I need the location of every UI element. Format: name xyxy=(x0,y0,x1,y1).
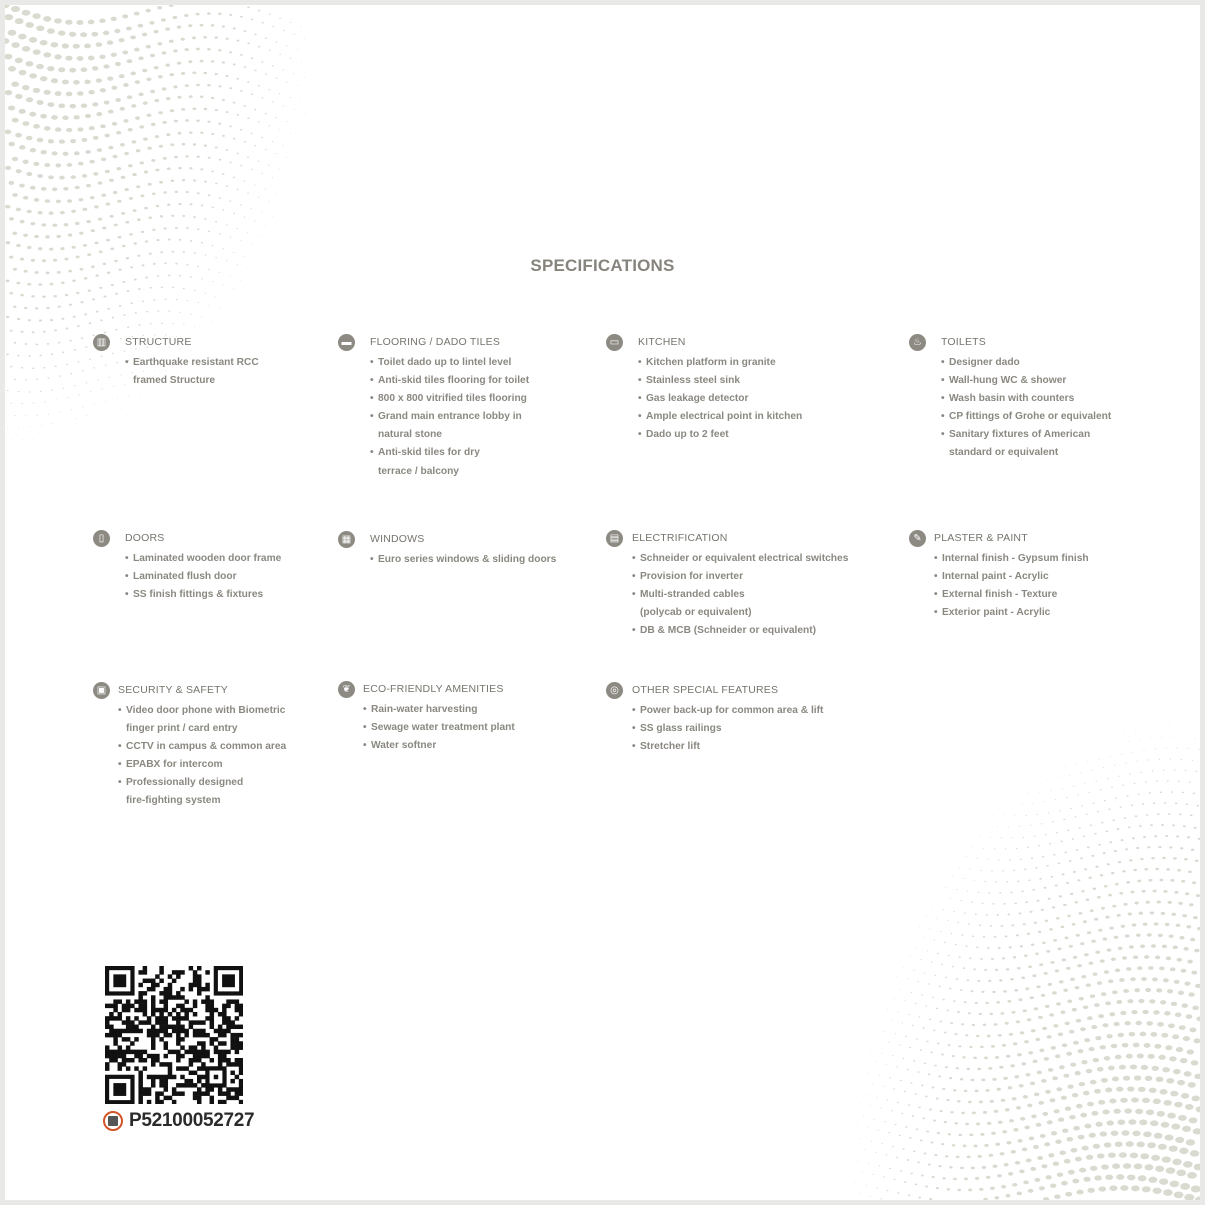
spec-item-text: Gas leakage detector xyxy=(646,393,749,405)
spec-item-text: SS finish fittings & fixtures xyxy=(133,589,264,601)
brochure-page xyxy=(5,5,1200,1200)
spec-item-list xyxy=(118,702,286,811)
page-title: SPECIFICATIONS xyxy=(530,256,675,275)
bullet-icon: • xyxy=(934,571,938,583)
spec-item xyxy=(118,774,286,810)
spec-item xyxy=(934,568,1089,586)
bullet-icon: • xyxy=(632,571,636,583)
spec-item xyxy=(632,550,848,568)
spec-section-label: DOORS xyxy=(125,532,165,544)
spec-item-text: Anti-skid tiles flooring for toilet xyxy=(378,375,530,387)
spec-item xyxy=(632,586,848,622)
spec-item-text: Stainless steel sink xyxy=(646,375,741,387)
bullet-icon: • xyxy=(934,553,938,564)
spec-item xyxy=(370,551,556,569)
bullet-icon: • xyxy=(118,741,122,753)
spec-section-security xyxy=(93,684,286,811)
spec-item-text: Toilet dado up to lintel level xyxy=(378,357,512,368)
spec-item xyxy=(941,372,1111,390)
spec-item-text: Sanitary fixtures of American xyxy=(949,429,1091,441)
spec-item xyxy=(934,550,1089,568)
spec-item xyxy=(941,390,1111,408)
spec-item xyxy=(118,756,286,774)
spec-item xyxy=(370,408,529,444)
qr-code[interactable] xyxy=(105,966,243,1104)
toilet-icon: ♨ xyxy=(909,334,926,351)
spec-item-text: Multi-stranded cables xyxy=(640,589,745,601)
spec-item-text: DB & MCB (Schneider or equivalent) xyxy=(640,625,817,637)
bullet-icon: • xyxy=(638,357,642,368)
bullet-icon: • xyxy=(118,777,122,789)
spec-item-text: Euro series windows & sliding doors xyxy=(378,554,557,565)
spec-section-label: ELECTRIFICATION xyxy=(632,532,728,544)
spec-item xyxy=(941,426,1111,462)
bullet-icon: • xyxy=(125,553,129,564)
door-icon: ▯ xyxy=(93,530,110,547)
spec-item-text: Laminated flush door xyxy=(133,571,237,583)
spec-item-text: Professionally designed xyxy=(126,777,244,789)
spec-section-eco xyxy=(338,683,515,755)
spec-item-text: Internal paint - Acrylic xyxy=(942,571,1049,583)
electric-icon: ▤ xyxy=(606,530,623,547)
spec-item-text: Stretcher lift xyxy=(640,741,701,753)
spec-item xyxy=(632,702,823,720)
spec-item-text: finger print / card entry xyxy=(126,723,238,735)
spec-item-text: standard or equivalent xyxy=(949,447,1059,459)
spec-item-text: SS glass railings xyxy=(640,723,722,735)
spec-section-header xyxy=(338,533,556,551)
spec-item-list xyxy=(370,354,529,481)
bullet-icon: • xyxy=(632,705,636,716)
bullet-icon: • xyxy=(125,357,129,368)
bullet-icon: • xyxy=(370,375,374,387)
spec-item-text: framed Structure xyxy=(133,375,216,387)
spec-item-text: Designer dado xyxy=(949,357,1020,368)
spec-item xyxy=(638,408,802,426)
spec-section-flooring xyxy=(338,336,529,481)
bullet-icon: • xyxy=(632,741,636,753)
structure-icon: ▥ xyxy=(93,334,110,351)
spec-section-header xyxy=(338,683,515,701)
window-icon: ▦ xyxy=(338,531,355,548)
bullet-icon: • xyxy=(934,589,938,601)
spec-item xyxy=(934,586,1089,604)
spec-section-label: FLOORING / DADO TILES xyxy=(370,336,501,348)
spec-item xyxy=(370,444,529,480)
spec-section-header xyxy=(606,532,848,550)
spec-section-header xyxy=(909,336,1111,354)
bullet-icon: • xyxy=(370,393,374,405)
spec-item-list xyxy=(632,702,823,756)
spec-item-text: Dado up to 2 feet xyxy=(646,429,729,441)
spec-item-text: Grand main entrance lobby in xyxy=(378,411,522,423)
bullet-icon: • xyxy=(941,357,945,368)
spec-item-list xyxy=(125,550,281,604)
spec-section-windows xyxy=(338,533,556,569)
bullet-icon: • xyxy=(370,357,374,368)
bullet-icon: • xyxy=(370,554,374,565)
bullet-icon: • xyxy=(934,607,938,619)
spec-item-text: Provision for inverter xyxy=(640,571,744,583)
spec-item xyxy=(638,354,802,372)
spec-item xyxy=(632,720,823,738)
spec-section-header xyxy=(93,336,259,354)
spec-section-kitchen xyxy=(606,336,802,444)
spec-item-text: Water softner xyxy=(371,740,437,752)
spec-section-header xyxy=(606,684,823,702)
bullet-icon: • xyxy=(941,393,945,405)
spec-item-text: Laminated wooden door frame xyxy=(133,553,282,564)
bullet-icon: • xyxy=(638,429,642,441)
spec-item xyxy=(638,390,802,408)
spec-item xyxy=(363,737,515,755)
security-icon: ▣ xyxy=(93,682,110,699)
spec-section-header xyxy=(93,684,286,702)
spec-item xyxy=(125,550,281,568)
spec-item-text: Exterior paint - Acrylic xyxy=(942,607,1051,619)
spec-item-text: (polycab or equivalent) xyxy=(640,607,752,619)
spec-item-text: Rain-water harvesting xyxy=(371,704,478,715)
spec-section-label: KITCHEN xyxy=(638,336,686,348)
spec-section-toilets xyxy=(909,336,1111,463)
spec-section-electrification xyxy=(606,532,848,640)
spec-item-text: Schneider or equivalent electrical switches xyxy=(640,553,849,564)
spec-item-text: Ample electrical point in kitchen xyxy=(646,411,803,423)
spec-item-list xyxy=(638,354,802,444)
spec-item xyxy=(638,426,802,444)
spec-item-text: Power back-up for common area & lift xyxy=(640,705,824,716)
rera-registration-number: P52100052727 xyxy=(129,1110,255,1131)
spec-section-structure xyxy=(93,336,259,390)
spec-item-list xyxy=(934,550,1089,622)
bullet-icon: • xyxy=(370,411,374,423)
spec-item xyxy=(125,586,281,604)
kitchen-icon: ▭ xyxy=(606,334,623,351)
spec-section-special xyxy=(606,684,823,756)
spec-item-text: Sewage water treatment plant xyxy=(371,722,515,734)
bullet-icon: • xyxy=(363,740,367,752)
bullet-icon: • xyxy=(638,375,642,387)
spec-item xyxy=(632,622,848,640)
spec-section-label: PLASTER & PAINT xyxy=(934,532,1028,544)
bullet-icon: • xyxy=(118,705,122,716)
bullet-icon: • xyxy=(363,722,367,734)
spec-item-text: CCTV in campus & common area xyxy=(126,741,287,753)
spec-item xyxy=(370,354,529,372)
bullet-icon: • xyxy=(941,429,945,441)
bullet-icon: • xyxy=(363,704,367,715)
spec-section-doors xyxy=(93,532,281,604)
spec-item xyxy=(125,568,281,586)
bullet-icon: • xyxy=(632,589,636,601)
spec-item xyxy=(363,701,515,719)
spec-item xyxy=(370,390,529,408)
bullet-icon: • xyxy=(370,447,374,459)
spec-item xyxy=(632,568,848,586)
bullet-icon: • xyxy=(638,393,642,405)
spec-item xyxy=(118,702,286,738)
bullet-icon: • xyxy=(632,723,636,735)
spec-item xyxy=(118,738,286,756)
spec-item xyxy=(638,372,802,390)
spec-section-header xyxy=(606,336,802,354)
spec-section-label: WINDOWS xyxy=(370,533,425,545)
spec-item-list xyxy=(941,354,1111,463)
bullet-icon: • xyxy=(632,553,636,564)
spec-item-text: Anti-skid tiles for dry xyxy=(378,447,480,459)
spec-item xyxy=(363,719,515,737)
bullet-icon: • xyxy=(125,571,129,583)
spec-item-text: fire-fighting system xyxy=(126,795,221,807)
spec-item-text: Internal finish - Gypsum finish xyxy=(942,553,1089,564)
spec-item-text: 800 x 800 vitrified tiles flooring xyxy=(378,393,527,405)
spec-item xyxy=(934,604,1089,622)
spec-section-label: SECURITY & SAFETY xyxy=(118,684,228,696)
spec-item-text: natural stone xyxy=(378,429,442,441)
bullet-icon: • xyxy=(638,411,642,423)
spec-section-plaster-paint xyxy=(909,532,1089,622)
paint-roller-icon: ✎ xyxy=(909,530,926,547)
bullet-icon: • xyxy=(941,411,945,423)
spec-item-text: Wall-hung WC & shower xyxy=(949,375,1067,387)
spec-item xyxy=(941,354,1111,372)
spec-item-text: terrace / balcony xyxy=(378,465,459,477)
spec-item xyxy=(125,354,259,390)
spec-item-text: Video door phone with Biometric xyxy=(126,705,286,716)
spec-section-header xyxy=(93,532,281,550)
spec-section-label: TOILETS xyxy=(941,336,986,348)
spec-item-list xyxy=(370,551,556,569)
bullet-icon: • xyxy=(632,625,636,637)
spec-item-text: CP fittings of Grohe or equivalent xyxy=(949,411,1112,423)
spec-section-label: STRUCTURE xyxy=(125,336,192,348)
spec-section-label: OTHER SPECIAL FEATURES xyxy=(632,684,779,696)
spec-section-header xyxy=(909,532,1089,550)
spec-item-text: Kitchen platform in granite xyxy=(646,357,776,368)
star-icon: ◎ xyxy=(606,682,623,699)
spec-item-list xyxy=(125,354,259,390)
spec-item-text: Wash basin with counters xyxy=(949,393,1075,405)
leaf-icon: ❦ xyxy=(338,681,355,698)
spec-item-list xyxy=(632,550,848,640)
spec-item-list xyxy=(363,701,515,755)
spec-section-header xyxy=(338,336,529,354)
bullet-icon: • xyxy=(125,589,129,601)
spec-item-text: External finish - Texture xyxy=(942,589,1058,601)
spec-item xyxy=(941,408,1111,426)
rera-logo xyxy=(103,1111,123,1131)
spec-item xyxy=(370,372,529,390)
spec-item xyxy=(632,738,823,756)
flooring-icon: ▬ xyxy=(338,334,355,351)
bullet-icon: • xyxy=(941,375,945,387)
spec-item-text: Earthquake resistant RCC xyxy=(133,357,259,368)
spec-section-label: ECO-FRIENDLY AMENITIES xyxy=(363,683,504,695)
bullet-icon: • xyxy=(118,759,122,771)
spec-item-text: EPABX for intercom xyxy=(126,759,223,771)
